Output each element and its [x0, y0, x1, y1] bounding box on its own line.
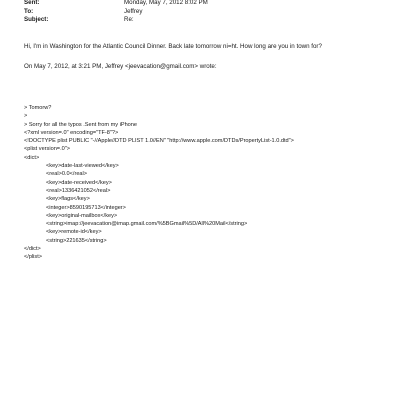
quoted-line: <integer>8590195713</integer> [46, 204, 126, 211]
quoted-line: > [24, 113, 28, 120]
quoted-line: <string>imap://jeevacation@imap.gmail.com/%5BGmail%5D/All%20Mail</string> [46, 221, 248, 228]
message-body: Hi, I'm in Washington for the Atlantic Council Dinner. Back late tomorrow ni=ht. How long are you in town for? [24, 43, 322, 50]
quoted-line: <key>remote-id</key> [46, 229, 102, 236]
quoted-line: </plist> [24, 254, 43, 261]
quoted-line: <plist version=.0"> [24, 146, 70, 153]
quoted-line: <real>0.0</real> [46, 171, 88, 178]
quoted-line: <key>original-mailbox</key> [46, 212, 118, 219]
quoted-line: <key>date-last-viewed</key> [46, 163, 119, 170]
header-value-to: Jeffrey [124, 8, 143, 15]
header-value-subject: Re: [124, 16, 134, 23]
quoted-message [24, 104, 294, 262]
quoted-line: <key>flags</key> [46, 196, 90, 203]
quoted-line: <key>date-received</key> [46, 179, 112, 186]
header-value-sent: Monday, May 7, 2012 8:02 PM [124, 0, 208, 6]
quote-attribution: On May 7, 2012, at 3:21 PM, Jeffrey <jeevacation@gmail.com> wrote: [24, 63, 217, 70]
header-label-sent: Sent: [24, 0, 40, 6]
header-label-to: To: [24, 8, 34, 15]
header-label-subject: Subject: [24, 16, 49, 23]
quoted-line: <?xml version=.0" encoding="TF-8"?> [24, 129, 119, 136]
quoted-line: > Sorry for all the typos .Sent from my iPhone [24, 121, 138, 128]
quoted-line: > Tomorw? [24, 105, 52, 111]
quoted-line: <!DOCTYPE plist PUBLIC "-//Apple//DTD PLIST 1.0//EN" "http://www.apple.com/DTDs/PropertyList-1.0.dtd"> [24, 138, 294, 145]
quoted-line: <dict> [24, 154, 40, 161]
quoted-line: <real>1336421052</real> [46, 187, 111, 194]
quoted-line: </dict> [24, 246, 41, 253]
quoted-line: <string>221635</string> [46, 237, 107, 244]
